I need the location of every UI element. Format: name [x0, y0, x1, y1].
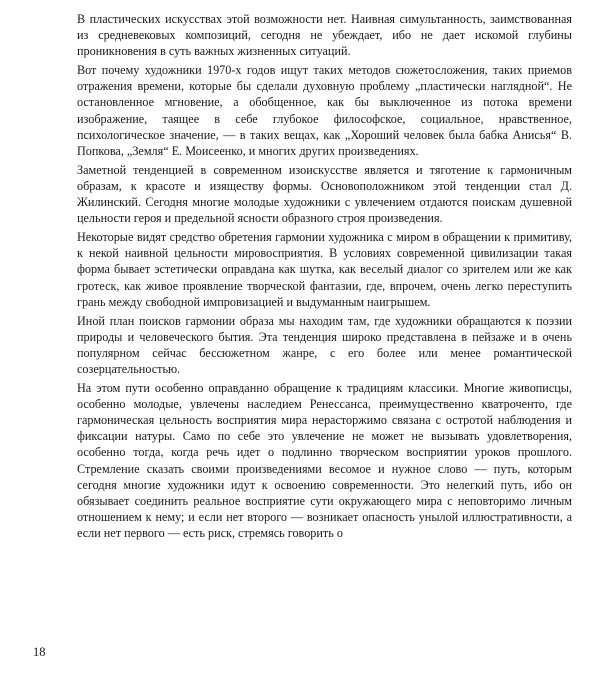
page-number: 18 [33, 645, 46, 659]
paragraph: На этом пути особенно оправданно обращение к традициям классики. Многие живописцы, особенно молодые, увлечены наследием Ренессанса, преимущественно кватроченто, где гармоническая цельность восприятия мира нерасторжимо связана с остротой наблюдения и фиксации натуры. Само по себе это увлечение не может не вызывать удовлетворения, особенно тогда, когда речь идет о подлинно творческом восприятии уроков прошлого. Стремление сказать своими произведениями весомое и нужное слово — путь, которым сегодня многие художники идут к освоению современности. Это нелегкий путь, ибо он обязывает соединить реальное восприятие сути окружающего мира с неповторимо личным отношением к нему; и если нет второго — возникает опасность унылой иллюстративности, а если нет первого — есть риск, стремясь говорить о [77, 381, 572, 540]
paragraph: В пластических искусствах этой возможности нет. Наивная симультанность, заимствованная из средневековых композиций, сегодня не убеждает, ибо не дает искомой глубины проникновения в суть важных жизненных ситуаций. [77, 12, 572, 59]
paragraph: Некоторые видят средство обретения гармонии художника с миром в обращении к примитиву, к некой наивной цельности мировосприятия. В условиях современной цивилизации такая форма бывает эстетически оправдана как шутка, как веселый диалог со зрителем или же как гротеск, как живое проявление творческой фантазии, где, впрочем, очень легко переступить грань между свободной импровизацией и выдуманным наигрышем. [77, 230, 572, 309]
paragraph: Вот почему художники 1970-х годов ищут таких методов сюжетосложения, таких приемов отражения времени, которые бы сделали духовную проблему „пластически наглядной“. Не остановленное мгновение, а обобщенное, как бы выключенное из потока времени изображение, таящее в себе глубокое философское, социальное, нравственное, психологическое значение, — в таких вещах, как „Хороший человек была бабка Анисья“ В. Попкова, „Земля“ Е. Моисеенко, и многих других произведениях. [77, 63, 572, 158]
page-text [77, 11, 572, 544]
paragraph: Иной план поисков гармонии образа мы находим там, где художники обращаются к поэзии природы и человеческого бытия. Эта тенденция широко представлена в пейзаже и в очень популярном сейчас бессюжетном жанре, с его более или менее романтической созерцательностью. [77, 313, 572, 376]
paragraph: Заметной тенденцией в современном изоискусстве является и тяготение к гармоничным образам, к красоте и изяществу формы. Основоположником этой тенденции стал Д. Жилинский. Сегодня многие молодые художники с увлечением отдаются поискам душевной цельности героя и предельной ясности образного строя произведения. [77, 162, 572, 226]
